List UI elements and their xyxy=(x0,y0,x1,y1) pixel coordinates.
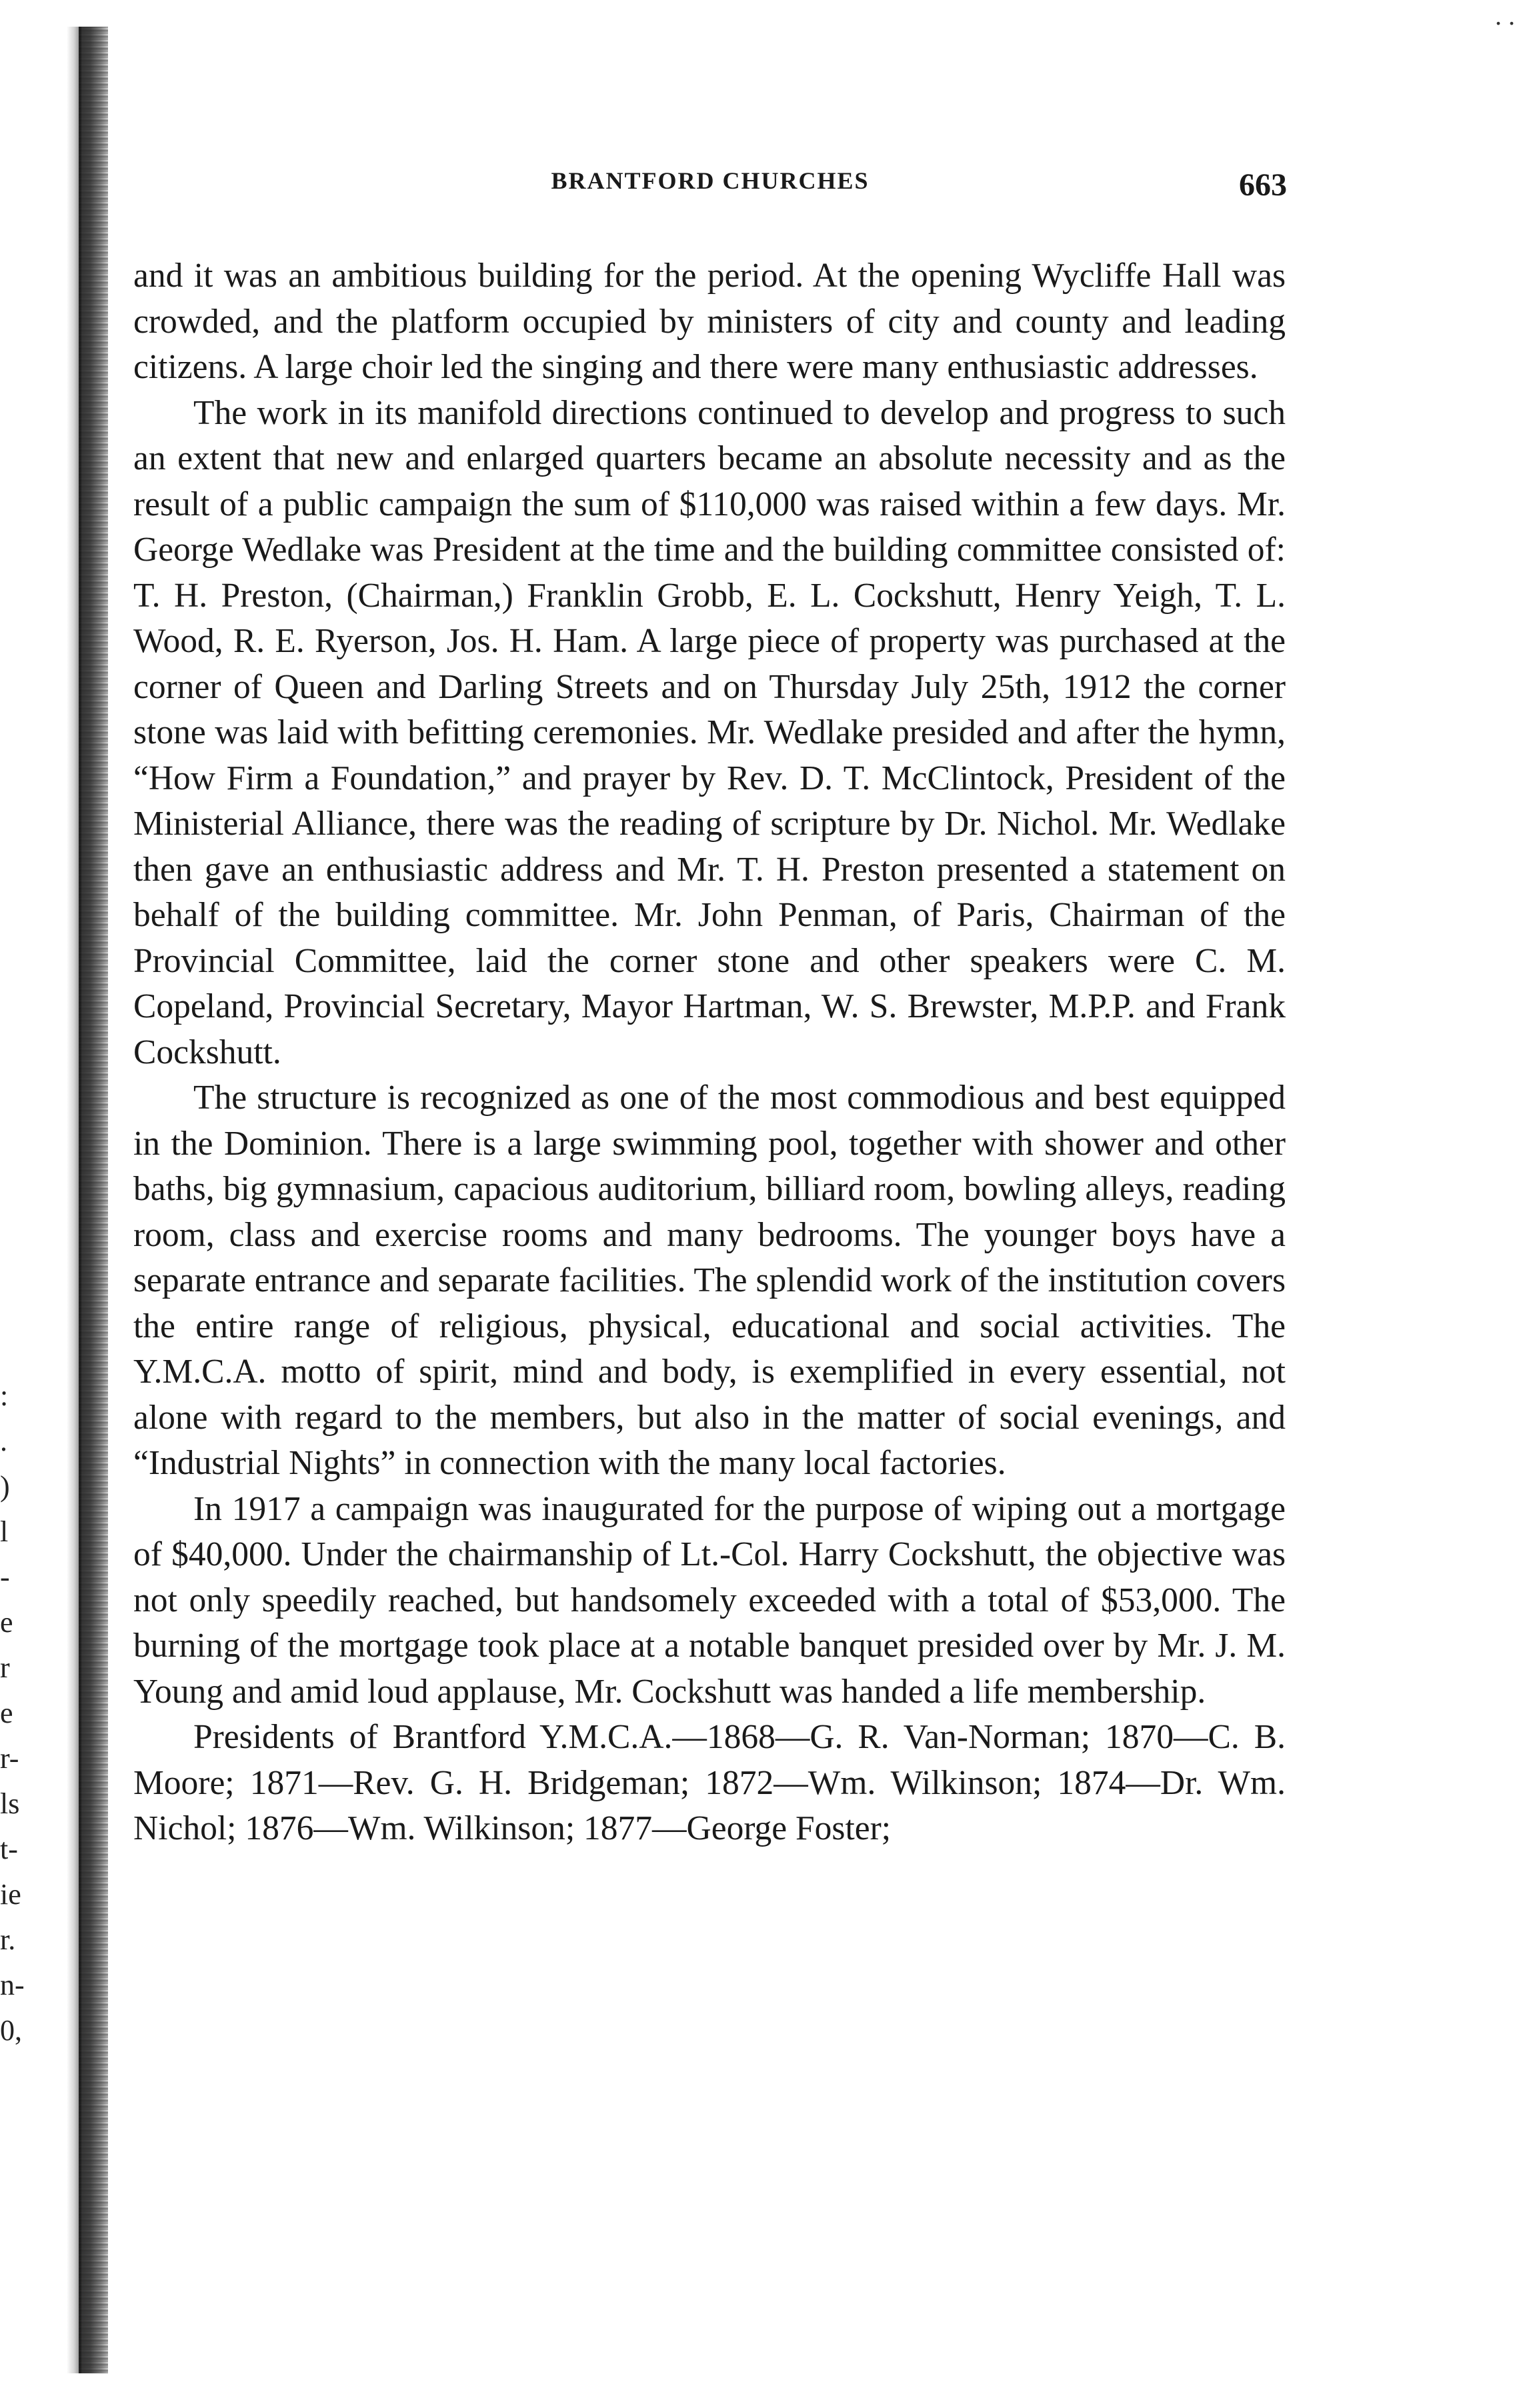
bleed-char: ls xyxy=(0,1787,20,1820)
binding-shadow xyxy=(79,27,108,2373)
paragraph-structure: The structure is recognized as one of the most commodious and best equipped in the Dominion. There is a large swimming pool, together with shower and other baths, big gymnasium, capacious auditorium, billiard room, bowling alleys, reading room, class and exercise rooms and many bedrooms. The younger boys have a separate entrance and separate facilities. The splendid work of the institution covers the entire range of religious, physical, educational and social activities. The Y.M.C.A. motto of spirit, mind and body, is exemplified in every essential, not alone with regard to the members, but also in the matter of social evenings, and “Industrial Nights” in connection with the many local factories. xyxy=(133,1079,1286,1482)
bleed-char: ie xyxy=(0,1878,21,1911)
running-head xyxy=(133,167,1287,207)
bleed-char: n- xyxy=(0,1969,25,2001)
bleed-char: e xyxy=(0,1606,13,1639)
bleed-char: ) xyxy=(0,1470,10,1503)
margin-bleed-text xyxy=(0,1373,40,2053)
bleed-char: - xyxy=(0,1561,10,1593)
bleed-char: : xyxy=(0,1379,9,1412)
running-title: BRANTFORD CHURCHES xyxy=(551,167,870,194)
bleed-char: 0, xyxy=(0,2014,22,2047)
paragraph-continuation: and it was an ambitious building for the period. At the opening Wycliffe Hall was crowded, and the platform occupied by ministers of city and county and leading citizens. A large choir led the singing and there were many enthusiastic addresses. xyxy=(133,257,1286,386)
bleed-char: l xyxy=(0,1515,9,1548)
bleed-char: e xyxy=(0,1697,13,1729)
bleed-char: r xyxy=(0,1651,10,1684)
paragraph-presidents: Presidents of Brantford Y.M.C.A.—1868—G. R. Van-Norman; 1870—C. B. Moore; 1871—Rev. G. H. Bridgeman; 1872—Wm. Wilkinson; 1874—Dr. Wm. Nichol; 1876—Wm. Wilkinson; 1877—George Foster; xyxy=(133,1718,1286,1847)
paragraph-new-quarters: The work in its manifold directions continued to develop and progress to such an extent that new and enlarged quarters became an absolute necessity and as the result of a public campaign the sum of $110,000 was raised within a few days. Mr. George Wedlake was President at the time and the building committee consisted of: T. H. Preston, (Chairman,) Franklin Grobb, E. L. Cockshutt, Henry Yeigh, T. L. Wood, R. E. Ryerson, Jos. H. Ham. A large piece of property was purchased at the corner of Queen and Darling Streets and on Thursday July 25th, 1912 the corner stone was laid with befitting ceremonies. Mr. Wedlake presided and after the hymn, “How Firm a Foundation,” and prayer by Rev. D. T. McClintock, President of the Ministerial Alliance, there was the reading of scripture by Dr. Nichol. Mr. Wedlake then gave an enthusiastic address and Mr. T. H. Preston presented a statement on behalf of the building committee. Mr. John Penman, of Paris, Chairman of the Provincial Committee, laid the corner stone and other speakers were C. M. Copeland, Provincial Secretary, Mayor Hartman, W. S. Brewster, M.P.P. and Frank Cockshutt. xyxy=(133,393,1286,1071)
page-number: 663 xyxy=(1239,167,1287,203)
paragraph-mortgage: In 1917 a campaign was inaugurated for the purpose of wiping out a mortgage of $40,000. Under the chairmanship of Lt.-Col. Harry Cockshutt, the objective was not only speedily reached, but handsomely exceeded with a total of $53,000. The burning of the mortgage took place at a notable banquet presided over by Mr. J. M. Young and amid loud applause, Mr. Cockshutt was handed a life membership. xyxy=(133,1489,1286,1711)
corner-marks: . . xyxy=(1495,1,1515,31)
bleed-char: r- xyxy=(0,1742,19,1775)
bleed-char: . xyxy=(0,1425,7,1457)
bleed-char: t- xyxy=(0,1833,18,1865)
body-text xyxy=(133,253,1286,1852)
bleed-char: r. xyxy=(0,1923,16,1956)
